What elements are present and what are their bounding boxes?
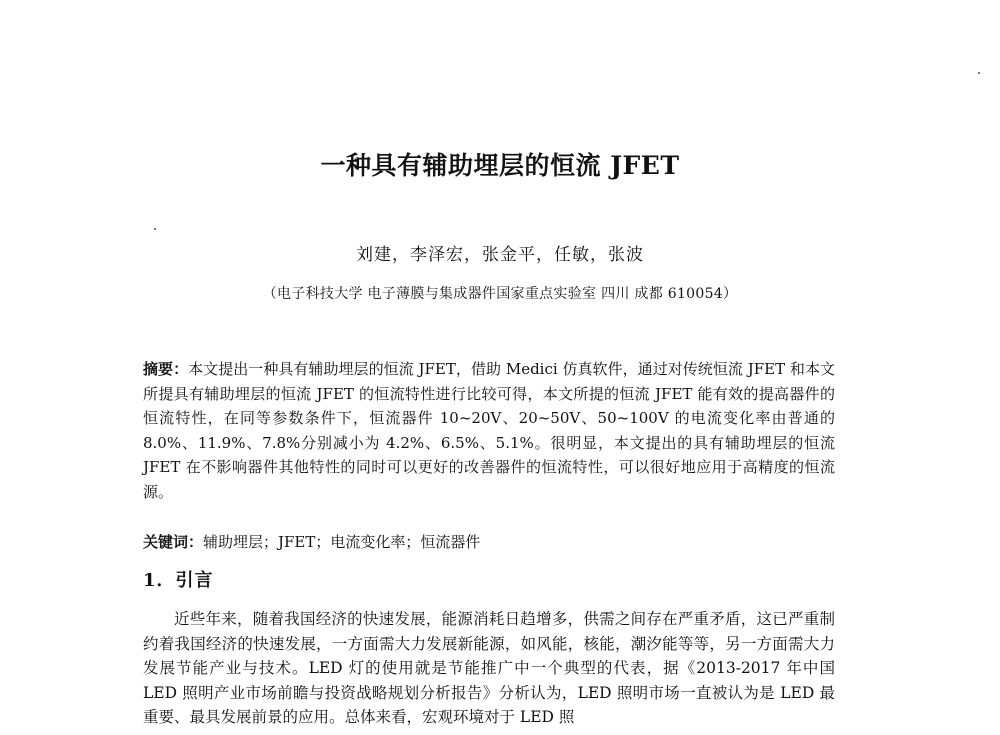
keywords — [143, 531, 835, 553]
abstract — [143, 357, 835, 505]
scan-speck — [978, 72, 980, 74]
introduction-paragraph: 近些年来，随着我国经济的快速发展，能源消耗日趋增多，供需之间存在严重矛盾，这已严重制约着我国经济的快速发展，一方面需大力发展新能源，如风能，核能，潮汐能等等，另一方面需大力发展节能产业与技术。LED 灯的使用就是节能推广中一个典型的代表，据《2013-2017 年中国 LED 照明产业市场前瞻与投资战略规划分析报告》分析认为，LED 照明市场一直被认为是 LED 最重要、最具发展前景的应用。总体来看，宏观环境对于 LED 照 — [143, 610, 835, 727]
abstract-label: 摘要： — [143, 360, 189, 378]
keywords-label: 关键词： — [143, 533, 204, 551]
keywords-text: 辅助埋层；JFET；电流变化率；恒流器件 — [203, 533, 481, 551]
scan-speck — [154, 228, 156, 230]
abstract-text: 本文提出一种具有辅助埋层的恒流 JFET，借助 Medici 仿真软件，通过对传统恒流 JFET 和本文所提具有辅助埋层的恒流 JFET 的恒流特性进行比较可得，本文所提的恒流 JFET 能有效的提高器件的恒流特性，在同等参数条件下，恒流器件 10~20V、20~50V、50~100V 的电流变化率由普通的 8.0%、11.9%、7.8%分别减小为 4.2%、6.5%、5.1%。很明显，本文提出的具有辅助埋层的恒流 JFET 在不影响器件其他特性的同时可以更好的改善器件的恒流特性，可以很好地应用于高精度的恒流源。 — [143, 360, 835, 501]
author-list: 刘建，李泽宏，张金平，任敏，张波 — [356, 245, 644, 265]
paper-title: 一种具有辅助埋层的恒流 JFET — [320, 151, 680, 180]
affiliation: （电子科技大学 电子薄膜与集成器件国家重点实验室 四川 成都 610054） — [262, 286, 738, 302]
section-heading-introduction: 1．引言 — [143, 570, 214, 591]
